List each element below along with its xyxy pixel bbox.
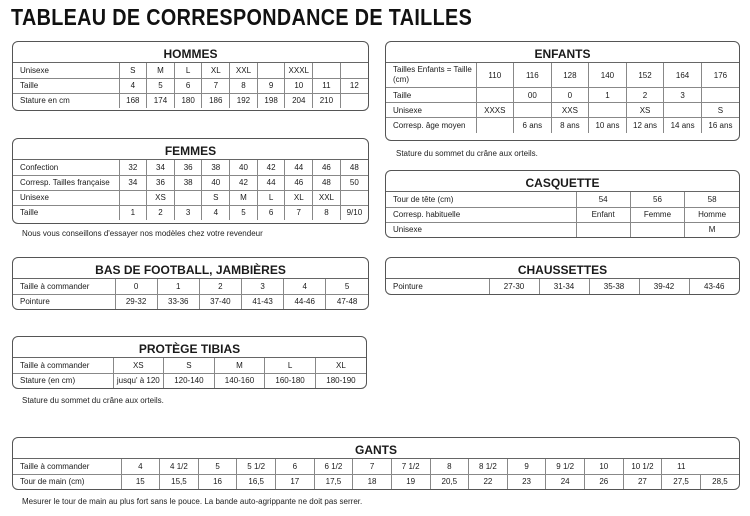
table-cell: 6 1/2 [314,459,353,474]
table-cell: 9 [257,78,285,93]
table-cell: 22 [469,474,508,489]
table-cell: 1 [157,279,199,294]
football-table [13,279,368,309]
row-label: Taille à commander [20,281,90,291]
table-cell: 5 [198,459,237,474]
table-row [386,103,739,118]
table-cell: 6 [174,78,202,93]
table-cell: 54 [576,192,630,207]
table-cell: 8 ans [551,118,589,133]
table-cell [174,190,202,205]
page-title: TABLEAU DE CORRESPONDANCE DE TAILLES [11,4,473,30]
table-cell: 38 [202,160,230,175]
table-cell: XXS [551,103,589,118]
table-cell: 4 [119,78,147,93]
table-cell: 120-140 [164,373,215,388]
table-cell: 10 [585,459,624,474]
table-cell: 9 [507,459,546,474]
table-cell: 4 1/2 [160,459,199,474]
table-cell: 0 [115,279,157,294]
casquette-table [386,192,739,237]
table-cell: 7 [285,205,313,220]
table-row [13,93,368,108]
table-cell [664,103,702,118]
chaussettes-panel [385,257,740,295]
table-cell: 17,5 [314,474,353,489]
table-cell: 50 [340,175,368,190]
row-label: Tour de tête (cm) [393,194,454,204]
table-cell: 34 [119,175,147,190]
table-cell: 11 [662,459,701,474]
gants-table [13,459,739,489]
table-cell: 186 [202,93,230,108]
row-label: Stature (en cm) [13,373,113,388]
table-cell: 47-48 [326,294,368,309]
table-row [13,205,368,220]
table-cell: 2 [147,205,175,220]
table-cell: Homme [685,207,739,222]
table-row [386,88,739,103]
table-cell: 8 [230,78,258,93]
table-cell: 116 [514,63,552,88]
tibias-table [13,358,366,388]
table-cell [340,190,368,205]
row-label: Taille à commander [20,461,90,471]
table-row [386,207,739,222]
table-cell: 18 [353,474,392,489]
table-cell: 38 [174,175,202,190]
table-cell: 15 [121,474,160,489]
table-cell: 152 [626,63,664,88]
row-label: Taille [386,88,476,103]
table-cell: 32 [119,160,147,175]
table-row [386,118,739,133]
table-cell: 58 [685,192,739,207]
table-cell: 10 1/2 [623,459,662,474]
table-cell: 140-160 [214,373,265,388]
table-cell: 160-180 [265,373,316,388]
table-cell: 12 ans [626,118,664,133]
table-cell: 8 [430,459,469,474]
table-cell: 37-40 [199,294,241,309]
table-cell [701,88,739,103]
table-cell: 4 [284,279,326,294]
table-cell: S [164,358,215,373]
femmes-table [13,160,368,220]
hommes-table [13,63,368,108]
table-cell: 6 ans [514,118,552,133]
table-cell: 204 [285,93,313,108]
table-cell: 56 [630,192,684,207]
table-cell: 14 ans [664,118,702,133]
table-cell: XL [202,63,230,78]
table-cell: 10 [285,78,313,93]
row-label: Pointure [393,282,423,291]
table-cell: 34 [147,160,175,175]
table-cell: 8 1/2 [469,459,508,474]
table-cell: XXL [230,63,258,78]
table-row [13,459,739,474]
gants-panel [12,437,740,490]
row-label: Corresp. âge moyen [386,118,476,133]
table-cell: 42 [230,175,258,190]
table-cell: 210 [313,93,341,108]
table-cell: 140 [589,63,627,88]
tibias-note: Stature du sommet du crâne aux orteils. [22,396,164,405]
football-panel [12,257,369,310]
table-cell: 41-43 [241,294,283,309]
hommes-title: HOMMES [13,42,368,63]
row-label: Corresp. habituelle [386,207,576,222]
table-cell: 176 [701,63,739,88]
table-cell: 2 [626,88,664,103]
table-cell: 4 [202,205,230,220]
femmes-note: Nous vous conseillons d'essayer nos modèles chez votre revendeur [22,229,263,238]
table-cell: 26 [585,474,624,489]
table-cell [476,118,514,133]
table-row [13,294,368,309]
table-cell: 3 [174,205,202,220]
table-cell: 40 [202,175,230,190]
table-cell: 36 [147,175,175,190]
femmes-title: FEMMES [13,139,368,160]
table-row [386,192,739,207]
table-cell: Femme [630,207,684,222]
casquette-title: CASQUETTE [386,171,739,192]
table-cell: 8 [313,205,341,220]
table-cell: 164 [664,63,702,88]
tibias-panel [12,336,367,389]
table-cell: 23 [507,474,546,489]
table-cell: 39-42 [639,279,689,294]
tibias-title: PROTÈGE TIBIAS [13,337,366,358]
row-label: Stature en cm [13,93,119,108]
table-cell: L [257,190,285,205]
table-cell: L [265,358,316,373]
table-cell: M [147,63,175,78]
table-cell: 198 [257,93,285,108]
table-cell: S [701,103,739,118]
table-cell: 4 [121,459,160,474]
table-row [13,160,368,175]
table-cell: 10 ans [589,118,627,133]
table-cell: 6 [257,205,285,220]
table-cell: 128 [551,63,589,88]
row-label: Pointure [13,294,115,309]
row-label: Unisexe [386,222,576,237]
table-cell: 1 [119,205,147,220]
table-cell: 5 [326,279,368,294]
table-cell: 48 [313,175,341,190]
table-cell: 36 [174,160,202,175]
table-cell: XL [315,358,366,373]
table-cell: 110 [476,63,514,88]
football-title: BAS DE FOOTBALL, JAMBIÈRES [13,258,368,279]
table-cell: L [174,63,202,78]
table-cell: 24 [546,474,585,489]
table-cell: 5 1/2 [237,459,276,474]
table-cell: 9 1/2 [546,459,585,474]
table-cell [589,103,627,118]
table-cell [630,222,684,237]
chaussettes-table [386,279,739,294]
table-cell: 00 [514,88,552,103]
table-row [386,279,739,294]
row-label: Taille [13,205,119,220]
row-label: Tailles Enfants = Taille (cm) [393,65,472,84]
table-cell: XS [626,103,664,118]
table-cell [576,222,630,237]
table-cell: M [685,222,739,237]
table-cell: 5 [147,78,175,93]
table-cell [476,88,514,103]
table-cell: S [119,63,147,78]
femmes-panel [12,138,369,224]
table-cell: 6 [276,459,315,474]
table-cell: 35-38 [589,279,639,294]
table-cell: 46 [313,160,341,175]
enfants-note: Stature du sommet du crâne aux orteils. [396,149,538,158]
table-cell: XS [147,190,175,205]
table-cell: 7 [353,459,392,474]
row-label: Unisexe [20,65,49,75]
table-cell: 174 [147,93,175,108]
hommes-panel [12,41,369,111]
table-cell: 12 [340,78,368,93]
table-cell [514,103,552,118]
table-row [13,190,368,205]
row-label: Taille [13,78,119,93]
table-cell: 29-32 [115,294,157,309]
table-cell: 27-30 [489,279,539,294]
row-label: Corresp. Tailles française [13,175,119,190]
enfants-table [386,63,739,133]
table-cell [119,190,147,205]
table-cell: 46 [285,175,313,190]
table-row [13,358,366,373]
table-cell: 43-46 [689,279,739,294]
table-cell: 16 [198,474,237,489]
table-cell: S [202,190,230,205]
table-cell: M [214,358,265,373]
table-row [13,175,368,190]
row-label: Taille à commander [20,360,90,370]
table-cell: Enfant [576,207,630,222]
table-cell: 27 [623,474,662,489]
enfants-title: ENFANTS [386,42,739,63]
table-cell: 3 [241,279,283,294]
table-cell: 33-36 [157,294,199,309]
table-cell: 11 [313,78,341,93]
table-cell: 48 [340,160,368,175]
table-cell [313,63,341,78]
table-cell: M [230,190,258,205]
table-cell: 1 [589,88,627,103]
table-cell: 16,5 [237,474,276,489]
table-cell: 0 [551,88,589,103]
table-cell: 44-46 [284,294,326,309]
table-cell: 9/10 [340,205,368,220]
gants-title: GANTS [13,438,739,459]
table-cell: 7 1/2 [391,459,430,474]
table-cell: 2 [199,279,241,294]
table-cell: 44 [285,160,313,175]
table-cell: 44 [257,175,285,190]
table-cell: 3 [664,88,702,103]
casquette-panel [385,170,740,238]
gants-note: Mesurer le tour de main au plus fort sans le pouce. La bande auto-agrippante ne doit pas serrer. [22,497,363,506]
table-cell: XXL [313,190,341,205]
table-cell: 16 ans [701,118,739,133]
table-cell: 180-190 [315,373,366,388]
table-cell: 180 [174,93,202,108]
table-cell: XL [285,190,313,205]
table-row [386,222,739,237]
table-cell: XS [113,358,164,373]
table-cell: 168 [119,93,147,108]
row-label: Confection [20,162,59,172]
table-cell [257,63,285,78]
table-cell: XXXL [285,63,313,78]
table-cell: 5 [230,205,258,220]
table-row [13,63,368,78]
table-row [13,474,739,489]
table-cell: 17 [276,474,315,489]
table-cell: 192 [230,93,258,108]
chaussettes-title: CHAUSSETTES [386,258,739,279]
table-cell [340,93,368,108]
table-cell: 31-34 [539,279,589,294]
table-cell: 19 [391,474,430,489]
table-cell: 28,5 [700,474,739,489]
table-cell: 27,5 [662,474,701,489]
table-cell: 20,5 [430,474,469,489]
table-cell: 15,5 [160,474,199,489]
table-cell: XXXS [476,103,514,118]
table-row [13,78,368,93]
row-label: Unisexe [13,190,119,205]
table-row [13,279,368,294]
table-cell: 7 [202,78,230,93]
row-label: Unisexe [386,103,476,118]
table-cell: 42 [257,160,285,175]
table-row [386,63,739,88]
enfants-panel [385,41,740,141]
table-row [13,373,366,388]
table-cell: 40 [230,160,258,175]
row-label: Tour de main (cm) [13,474,121,489]
table-cell: jusqu' à 120 [113,373,164,388]
table-cell [340,63,368,78]
